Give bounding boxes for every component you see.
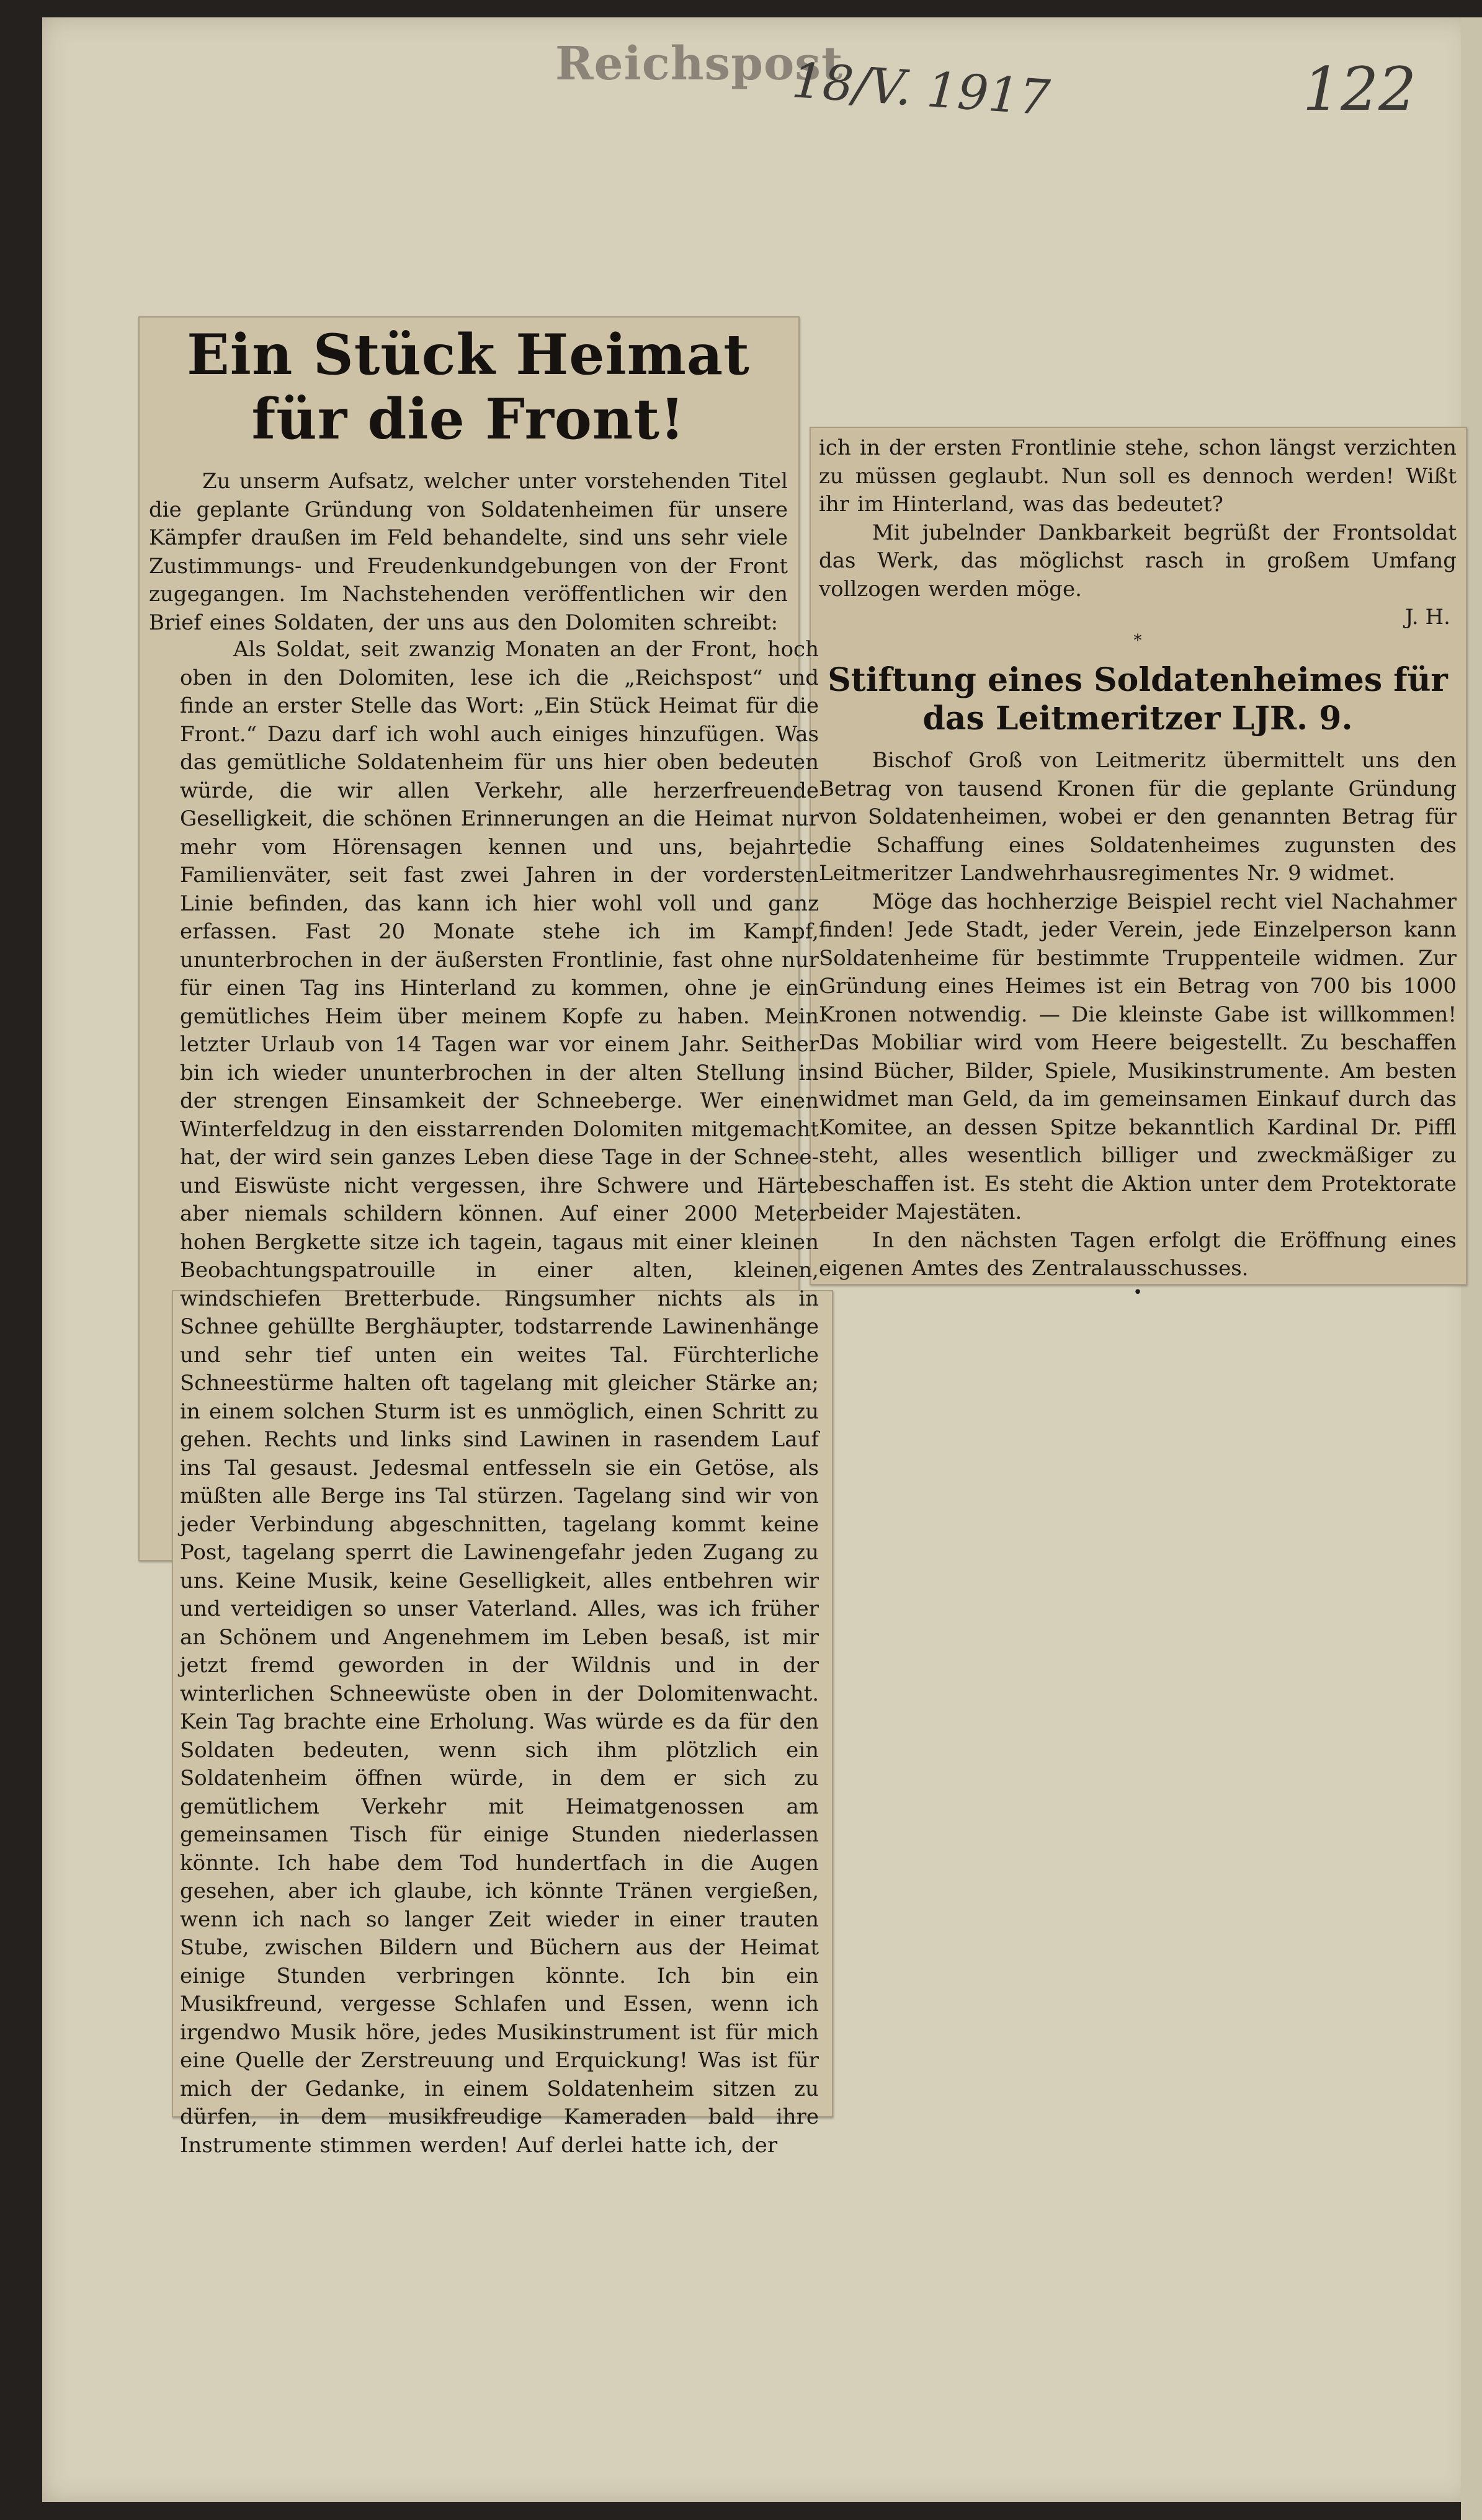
newspaper-stamp: Reichspost: [555, 37, 844, 91]
notice-headline: Stiftung eines Soldatenheimes für das Leitmeritzer LJR. 9.: [828, 661, 1448, 737]
notice-paragraph: Bischof Groß von Leitmeritz übermittelt uns den Betrag von tausend Kronen für die geplante Gründung von Soldatenheimen, wobei er den genannten Betrag für die Schaffung eines Soldatenheimes zugunsten des Leitmeritzer Landwehrhausregimentes Nr. 9 widmet.: [819, 748, 1457, 886]
article-intro-paragraph: Zu unserm Aufsatz, welcher unter vorstehenden Titel die geplante Gründung von Soldatenheimen für unsere Kämpfer draußen im Feld behandelte, sind uns sehr viele Zustimmungs- und Freudenkundgebungen von der Front zugegangen. Im Nachstehenden veröffentlichen wir den Brief eines Soldaten, der uns aus den Dolomiten schreibt:: [149, 469, 788, 635]
article-right-column: [819, 434, 1457, 1302]
article-thanks-paragraph: Mit jubelnder Dankbarkeit begrüßt der Frontsoldat das Werk, das möglichst rasch in großem Umfang vollzogen werden möge.: [819, 520, 1457, 602]
article-signature: J. H.: [1404, 605, 1450, 630]
section-separator: *: [1133, 631, 1142, 650]
handwritten-date: 18/V. 1917: [790, 53, 1052, 127]
article-headline: Ein Stück Heimat für die Front!: [187, 322, 750, 452]
appeal-paragraph: Möge das hochherzige Beispiel recht viel Nachahmer finden! Jede Stadt, jeder Verein, jede Einzelperson kann Soldatenheime für bestimmte Truppenteile widmen. Zur Gründung eines Heimes ist ein Betrag von 700 bis 1000 Kronen notwendig. — Die kleinste Gabe ist willkommen! Das Mobiliar wird vom Heere beigestellt. Zu beschaffen sind Bücher, Bilder, Spiele, Musikinstrumente. Am besten widmet man Geld, da im gemeinsamen Einkauf durch das Komitee, an dessen Spitze bekanntlich Kardinal Dr. Piffl steht, alles wesentlich billiger und zweckmäßiger zu beschaffen ist. Es steht die Aktion unter dem Protektorate beider Majestäten.: [819, 889, 1457, 1224]
notice-closing: In den nächsten Tagen erfolgt die Eröffnung eines eigenen Amtes des Zentralausschusses.: [819, 1227, 1457, 1281]
folio-number: 122: [1303, 55, 1417, 124]
article-letter-column: [180, 636, 819, 2160]
article-letter-paragraph: Als Soldat, seit zwanzig Monaten an der Front, hoch oben in den Dolomiten, lese ich die „Reichspost“ und finde an erster Stelle das Wort: „Ein Stück Heimat für die Front.“ Dazu darf ich wohl auch einiges hinzufügen. Was das gemütliche Soldatenheim für uns hier oben bedeuten würde, die wir allen Verkehr, alle herzerfreuende Geselligkeit, die schönen Erinnerungen an die Heimat nur mehr vom Hörensagen kennen und uns, bejahrte Familienväter, seit fast zwei Jahren in der vordersten Linie befinden, das kann ich hier wohl voll und ganz erfassen. Fast 20 Monate stehe ich im Kampf, ununterbrochen in der äußersten Frontlinie, fast ohne nur für einen Tag ins Hinterland zu kommen, ohne je ein gemütliches Heim über meinem Kopfe zu haben. Mein letzter Urlaub von 14 Tagen war vor einem Jahr. Seither bin ich wieder ununterbrochen in der alten Stellung in der strengen Einsamkeit der Schneeberge. Wer einen Winterfeldzug in den eisstarrenden Dolomiten mitgemacht hat, der wird sein ganzes Leben diese Tage in der Schnee- und Eiswüste nicht vergessen, ihre Schwere und Härte aber niemals schildern können. Auf einer 2000 Meter hohen Bergkette sitze ich tagein, tagaus mit einer kleinen Beobachtungspatrouille in einer alten, kleinen, windschiefen Bretterbude. Ringsumher nichts als in Schnee gehüllte Berghäupter, todstarrende Lawinenhänge und sehr tief unten ein weites Tal. Fürchterliche Schneestürme halten oft tagelang mit gleicher Stärke an; in einem solchen Sturm ist es unmöglich, einen Schritt zu gehen. Rechts und links sind Lawinen in rasendem Lauf ins Tal gesaust. Jedesmal entfesseln sie ein Getöse, als müßten alle Berge ins Tal stürzen. Tagelang sind wir von jeder Verbindung abgeschnitten, tagelang kommt keine Post, tagelang sperrt die Lawinengefahr jeden Zugang zu uns. Keine Musik, keine Geselligkeit, alles entbehren wir und verteidigen so unser Vaterland. Alles, was ich früher an Schönem und Angenehmem im Leben besaß, ist mir jetzt fremd geworden in der Wildnis und in der winterlichen Schneewüste oben in der Dolomitenwacht. Kein Tag brachte eine Erholung. Was würde es da für den Soldaten bedeuten, wenn sich ihm plötzlich ein Soldatenheim öffnen würde, in dem er sich zu gemütlichem Verkehr mit Heimatgenossen am gemeinsamen Tisch für einige Stunden niederlassen könnte. Ich habe dem Tod hundertfach in die Augen gesehen, aber ich glaube, ich könnte Tränen vergießen, wenn ich nach so langer Zeit wieder in einer trauten Stube, zwischen Bildern und Büchern aus der Heimat einige Stunden verbringen könnte. Ich bin ein Musikfreund, vergesse Schlafen und Essen, wenn ich irgendwo Musik höre, jedes Musikinstrument ist für mich eine Quelle der Zerstreuung und Erquickung! Was ist für mich der Gedanke, in einem Soldatenheim sitzen zu dürfen, in dem musikfreudige Kameraden bald ihre Instrumente stimmen werden! Auf derlei hatte ich, der: [180, 637, 819, 2158]
article-continuation: ich in der ersten Frontlinie stehe, schon längst verzichten zu müssen geglaubt. Nun soll es dennoch werden! Wißt ihr im Hinterland, was das bedeutet?: [819, 435, 1457, 517]
end-mark: •: [1133, 1283, 1143, 1302]
article-left-column: [149, 323, 788, 637]
